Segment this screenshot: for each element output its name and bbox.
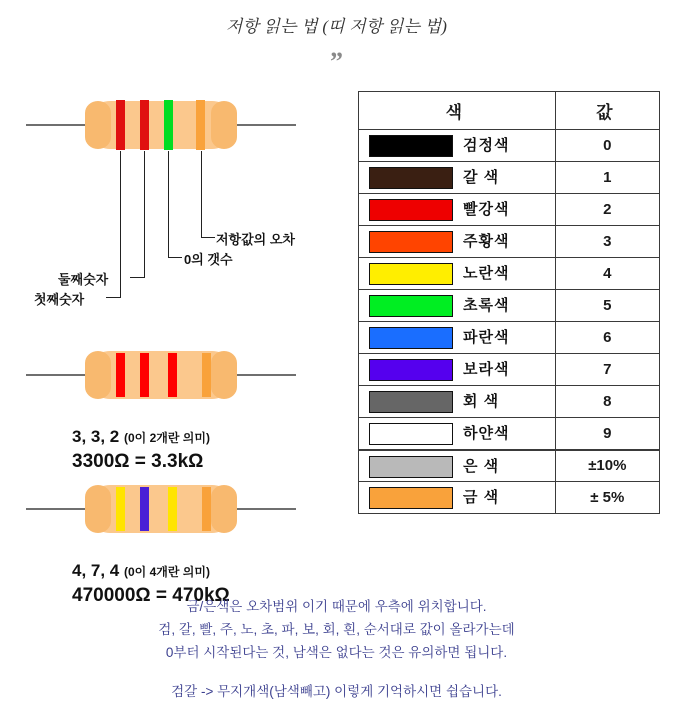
resistor-example-1 <box>78 345 244 405</box>
example-2-result: 470000Ω = 470kΩ <box>72 585 230 606</box>
callout-second-digit: 둘째숫자 <box>58 272 109 287</box>
leader-first-vertical <box>120 151 121 297</box>
leader-tolerance-vertical <box>201 151 202 237</box>
table-row <box>359 194 660 226</box>
footer-line-4: 검갈 -> 무지개색(남색빼고) 이렇게 기억하시면 쉽습니다. <box>171 684 502 699</box>
quote-glyph: ” <box>330 47 343 76</box>
band-2 <box>140 487 149 531</box>
cell-color <box>359 130 556 162</box>
leader-second-horizontal <box>130 277 145 278</box>
color-name: 검정색 <box>463 137 510 154</box>
color-name: 노란색 <box>463 265 510 282</box>
cell-color <box>359 482 556 514</box>
cell-value: 1 <box>555 162 659 194</box>
lead-right-icon <box>236 374 296 376</box>
resistor-annotated <box>78 95 244 155</box>
color-name: 빨강색 <box>463 201 510 218</box>
footer-notes <box>0 595 673 703</box>
resistor-body <box>86 351 236 399</box>
color-name: 회 색 <box>463 393 500 410</box>
color-name: 갈 색 <box>463 169 500 186</box>
lead-right-icon <box>236 124 296 126</box>
diagram-content <box>0 75 673 606</box>
table-row <box>359 386 660 418</box>
table-row <box>359 482 660 514</box>
cell-color <box>359 386 556 418</box>
color-name: 금 색 <box>463 489 500 506</box>
band-4 <box>202 353 211 397</box>
band-4 <box>196 100 205 150</box>
cell-value: 2 <box>555 194 659 226</box>
cell-color <box>359 194 556 226</box>
table-row <box>359 418 660 450</box>
table-row <box>359 322 660 354</box>
example-1-note: (0이 2개란 의미) <box>124 431 210 445</box>
cell-value: 3 <box>555 226 659 258</box>
color-swatch <box>369 199 453 221</box>
header-value: 값 <box>555 92 659 130</box>
cell-color <box>359 258 556 290</box>
color-name: 초록색 <box>463 297 510 314</box>
callout-zero-count: 0의 갯수 <box>184 252 233 267</box>
table-row <box>359 130 660 162</box>
color-swatch <box>369 295 453 317</box>
cell-value: 9 <box>555 418 659 450</box>
table-row <box>359 226 660 258</box>
leader-zerocount-horizontal <box>168 257 182 258</box>
color-swatch <box>369 135 453 157</box>
table-row <box>359 290 660 322</box>
color-swatch <box>369 359 453 381</box>
band-2 <box>140 100 149 150</box>
lead-right-icon <box>236 508 296 510</box>
color-swatch <box>369 327 453 349</box>
color-name: 보라색 <box>463 361 510 378</box>
color-swatch <box>369 231 453 253</box>
band-1 <box>116 487 125 531</box>
color-swatch <box>369 456 453 478</box>
band-1 <box>116 100 125 150</box>
callout-tolerance: 저항값의 오차 <box>216 232 295 247</box>
example-2-note: (0이 4개란 의미) <box>124 565 210 579</box>
callout-first-digit: 첫째숫자 <box>34 292 85 307</box>
resistor-body <box>86 485 236 533</box>
color-name: 파란색 <box>463 329 510 346</box>
color-swatch <box>369 263 453 285</box>
cell-color <box>359 354 556 386</box>
cell-color <box>359 322 556 354</box>
footer-line-3: 0부터 시작된다는 것, 남색은 없다는 것은 유의하면 됩니다. <box>165 645 508 660</box>
color-name: 은 색 <box>463 457 500 475</box>
color-name: 하얀색 <box>463 425 510 442</box>
lead-left-icon <box>26 374 86 376</box>
page-title: 저항 읽는 법 (띠 저항 읽는 법) <box>225 17 448 36</box>
cell-color <box>359 290 556 322</box>
resistor-examples-column <box>0 75 350 606</box>
lead-left-icon <box>26 508 86 510</box>
example-2-digits: 4, 7, 4 <box>72 561 120 580</box>
color-code-table-column <box>358 91 660 514</box>
resistor-body <box>86 101 236 149</box>
header-color: 색 <box>359 92 556 130</box>
cell-value: 7 <box>555 354 659 386</box>
cell-value: 0 <box>555 130 659 162</box>
footer-line-1: 금/은색은 오차범위 이기 때문에 우측에 위치합니다. <box>186 599 487 614</box>
cell-color <box>359 226 556 258</box>
cell-value: ± 5% <box>555 482 659 514</box>
color-swatch <box>369 423 453 445</box>
color-swatch <box>369 391 453 413</box>
band-2 <box>140 353 149 397</box>
cell-value: 8 <box>555 386 659 418</box>
leader-second-vertical <box>144 151 145 277</box>
table-header-row <box>359 92 660 130</box>
band-3 <box>168 487 177 531</box>
footer-line-2: 검, 갈, 빨, 주, 노, 초, 파, 보, 회, 흰, 순서대로 값이 올라가는데 <box>158 622 515 637</box>
table-row <box>359 450 660 482</box>
table-row <box>359 258 660 290</box>
cell-value: 4 <box>555 258 659 290</box>
color-swatch <box>369 487 453 509</box>
resistor-example-2 <box>78 479 244 539</box>
table-row <box>359 354 660 386</box>
cell-value: 6 <box>555 322 659 354</box>
leader-first-horizontal <box>106 297 121 298</box>
color-code-table <box>358 91 660 514</box>
cell-color <box>359 450 556 482</box>
band-4 <box>202 487 211 531</box>
cell-color <box>359 162 556 194</box>
band-3 <box>168 353 177 397</box>
cell-value: 5 <box>555 290 659 322</box>
example-1-digits: 3, 3, 2 <box>72 427 120 446</box>
lead-left-icon <box>26 124 86 126</box>
example-1-result: 3300Ω = 3.3kΩ <box>72 451 204 472</box>
color-name: 주황색 <box>463 233 510 250</box>
band-3 <box>164 100 173 150</box>
color-swatch <box>369 167 453 189</box>
leader-zerocount-vertical <box>168 151 169 257</box>
cell-value: ±10% <box>555 450 659 482</box>
example-1-calculation <box>72 427 210 473</box>
leader-tolerance-horizontal <box>201 237 215 238</box>
band-1 <box>116 353 125 397</box>
cell-color <box>359 418 556 450</box>
table-row <box>359 162 660 194</box>
